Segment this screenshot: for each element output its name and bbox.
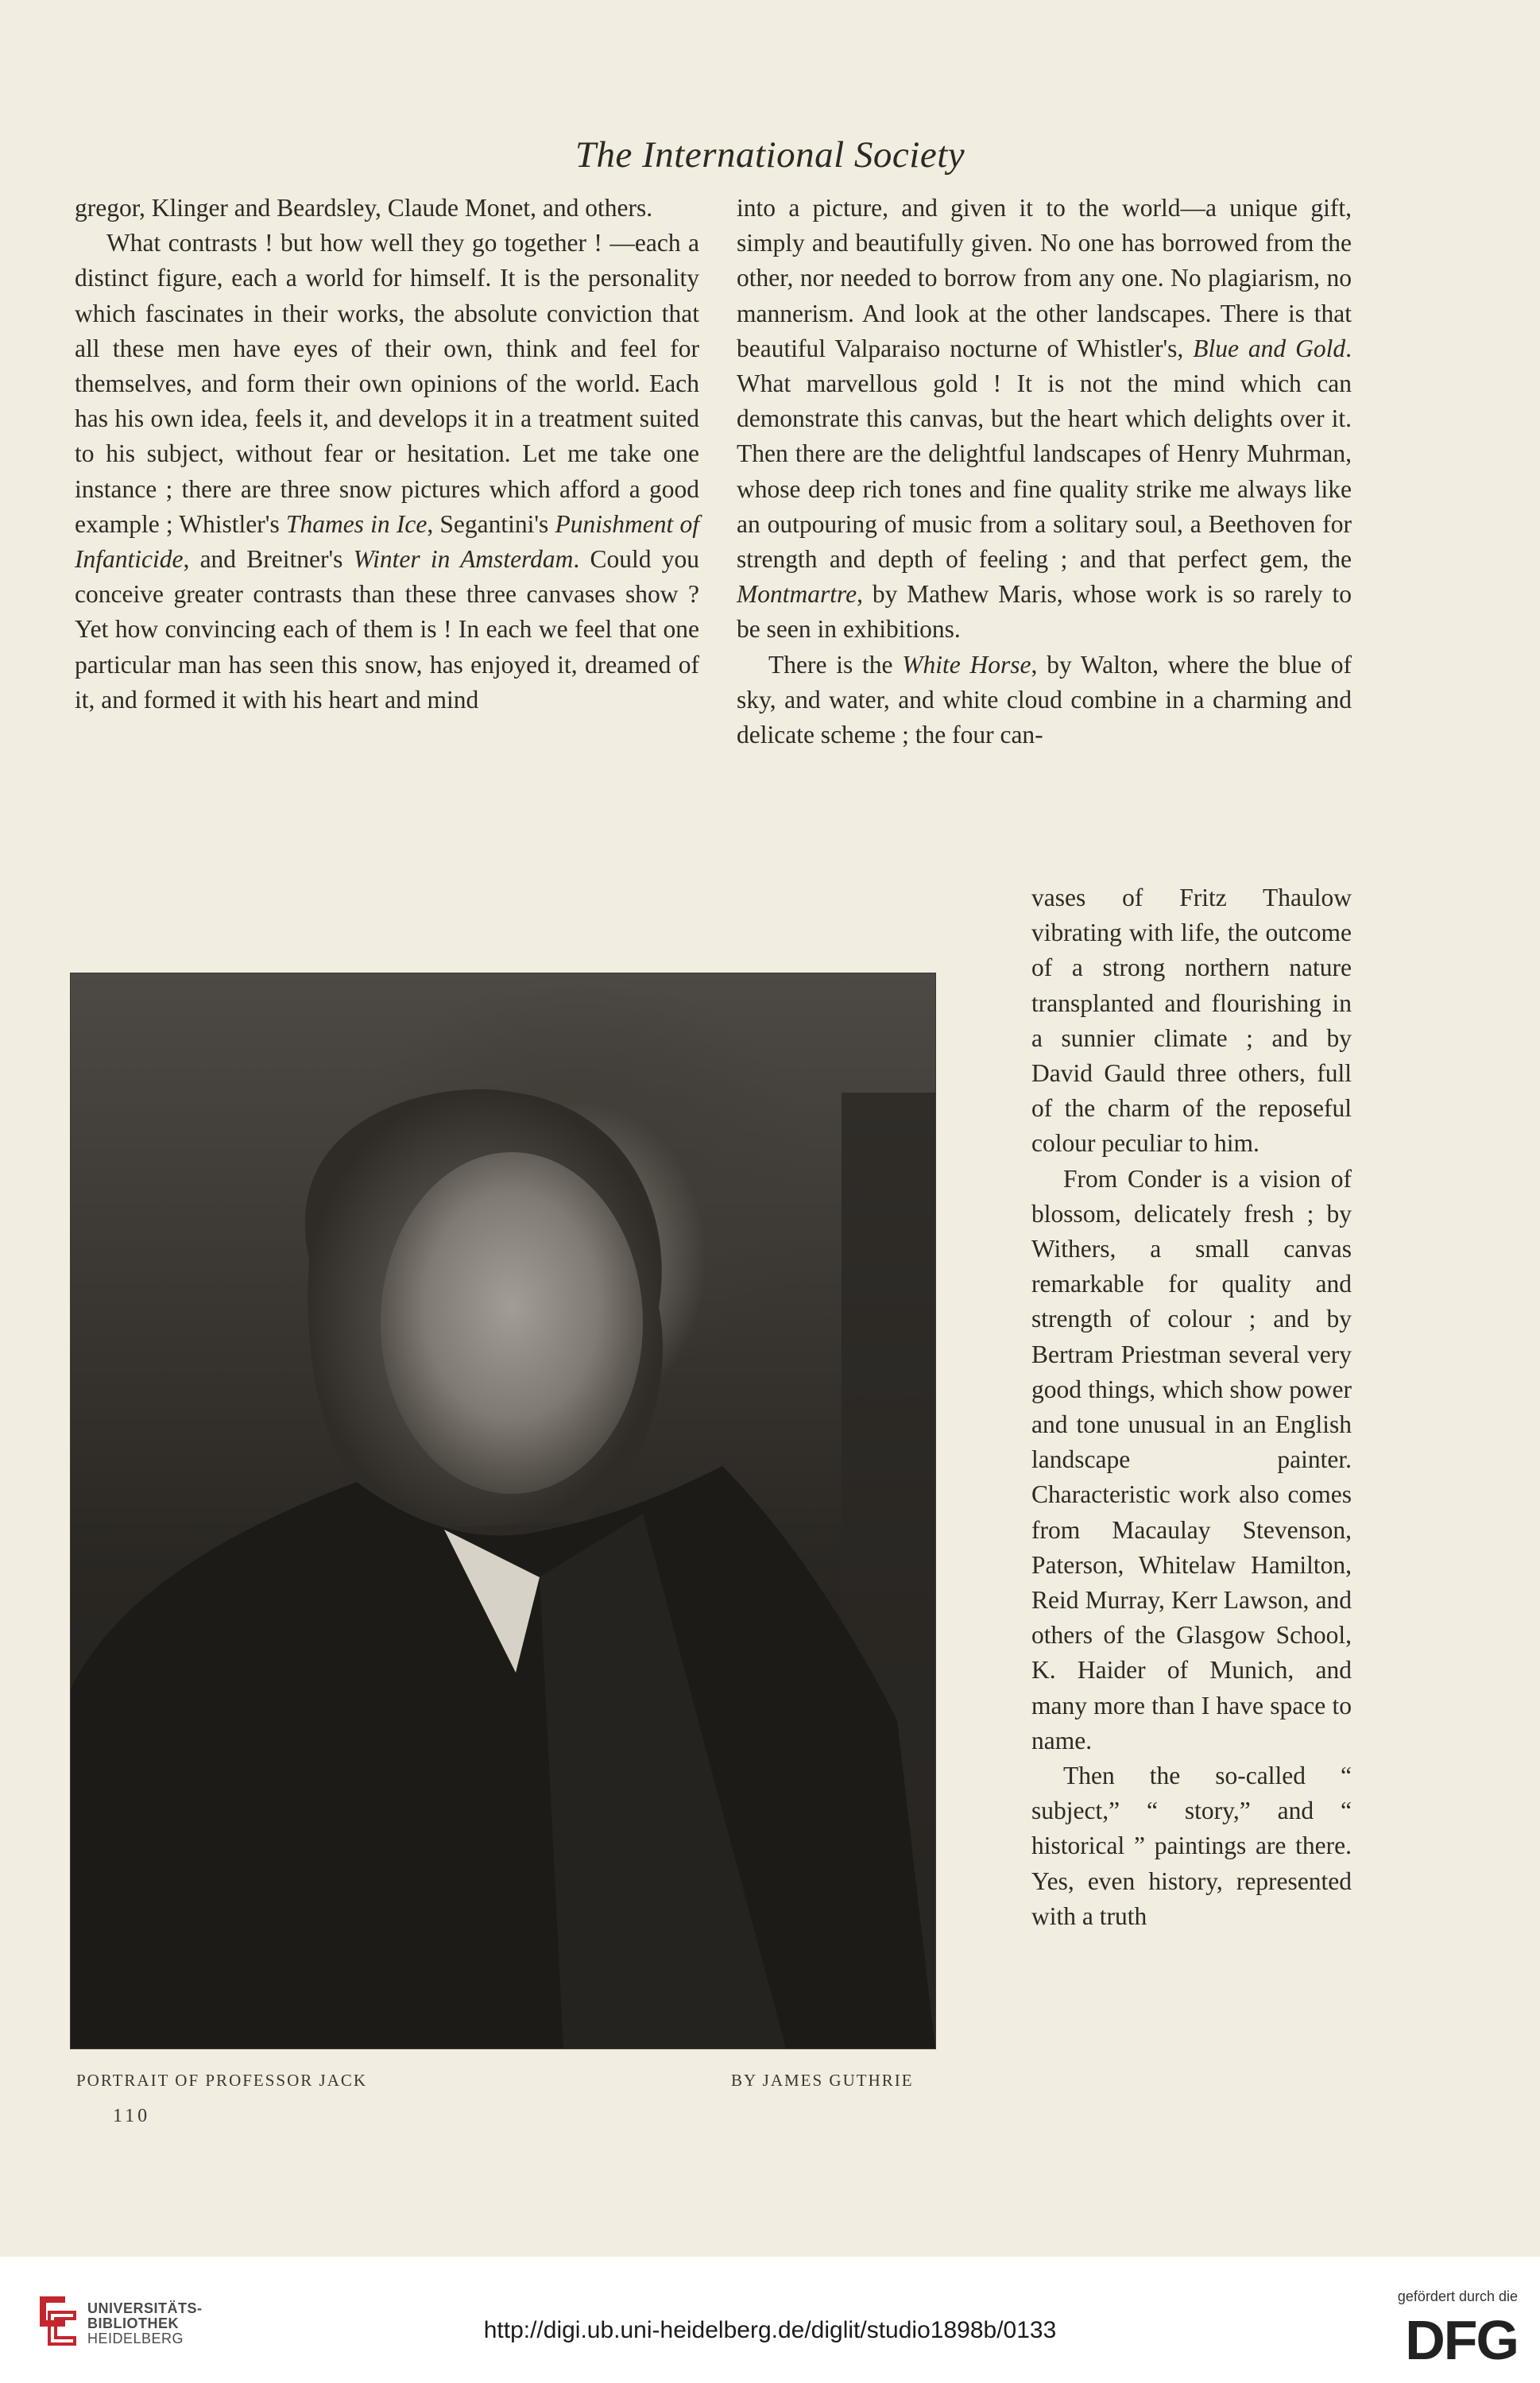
portrait-illustration <box>70 973 936 2049</box>
running-head: The International Society <box>575 134 965 176</box>
left-paragraph-2: What contrasts ! but how well they go together ! —each a distinct figure, each a world for himself. It is the personality which fascinates in their works, the absolute conviction that all these men have eyes of their own, think and feel for themselves, and form their own opinions of the world. Each has his own idea, feels it, and develops it in a treatment suited to his subject, without fear or hesitation. Let me take one instance ; there are three snow pictures which afford a good example ; Whistler's Thames in Ice, Segantini's Punishment of Infanticide, and Breitner's Winter in Amsterdam. Could you conceive greater contrasts than these three canvases show ? Yet how convincing each of them is ! In each we feel that one particular man has seen this snow, has enjoyed it, dreamed of it, and formed it with his heart and mind <box>75 229 699 714</box>
library-name-line-2: BIBLIOTHEK <box>87 2315 179 2331</box>
left-paragraph-1: gregor, Klinger and Beardsley, Claude Monet, and others. <box>75 194 653 222</box>
portrait-drawing <box>71 973 935 2048</box>
right-column-wide <box>737 191 1352 752</box>
right-column-narrow <box>1031 880 1352 1934</box>
permalink-url[interactable]: http://digi.ub.uni-heidelberg.de/diglit/studio1898b/0133 <box>483 2317 1057 2343</box>
right-paragraph-2-narrow: vases of Fritz Thaulow vibrating with life, the outcome of a strong northern nature transplanted and flourishing in a sunnier climate ; and by David Gauld three others, full of the charm of the reposeful colour peculiar to him. <box>1031 884 1352 1158</box>
right-paragraph-1: into a picture, and given it to the world—a unique gift, simply and beautifully given. No one has borrowed from the other, nor needed to borrow from any one. No plagiarism, no mannerism. And look at the other landscapes. There is that beautiful Valparaiso nocturne of Whistler's, Blue and Gold. What marvellous gold ! It is not the mind which can demonstrate this canvas, but the heart which delights over it. Then there are the delightful landscapes of Henry Muhrman, whose deep rich tones and fine quality strike me always like an outpouring of music from a solitary soul, a Beethoven for strength and depth of feeling ; and that perfect gem, the Montmartre, by Mathew Maris, whose work is so rarely to be seen in exhibitions. <box>737 194 1352 644</box>
digitization-footer <box>0 2257 1540 2383</box>
funding-label: gefördert durch die <box>1397 2288 1518 2304</box>
right-paragraph-2-wide: There is the White Horse, by Walton, where the blue of sky, and water, and white cloud combine in a charming and delicate scheme ; the four can- <box>737 650 1352 749</box>
caption-title: PORTRAIT OF PROFESSOR JACK <box>76 2071 368 2090</box>
library-name-line-3: HEIDELBERG <box>87 2331 184 2346</box>
right-paragraph-4: Then the so-called “ subject,” “ story,” and “ historical ” paintings are there. Yes, even history, represented with a truth <box>1031 1762 1352 1930</box>
left-column <box>75 191 699 718</box>
dfg-logo: DFG <box>1405 2309 1518 2371</box>
right-paragraph-3: From Conder is a vision of blossom, delicately fresh ; by Withers, a small canvas remarkable for quality and strength of colour ; and by Bertram Priestman several very good things, which show power and tone unusual in an English landscape painter. Characteristic work also comes from Macaulay Stevenson, Paterson, Whitelaw Hamilton, Reid Murray, Kerr Lawson, and others of the Glasgow School, K. Haider of Munich, and many more than I have space to name. <box>1031 1164 1352 1754</box>
library-name-line-1: UNIVERSITÄTS- <box>87 2300 203 2316</box>
page-number: 110 <box>113 2106 151 2126</box>
caption-artist: BY JAMES GUTHRIE <box>731 2071 914 2090</box>
